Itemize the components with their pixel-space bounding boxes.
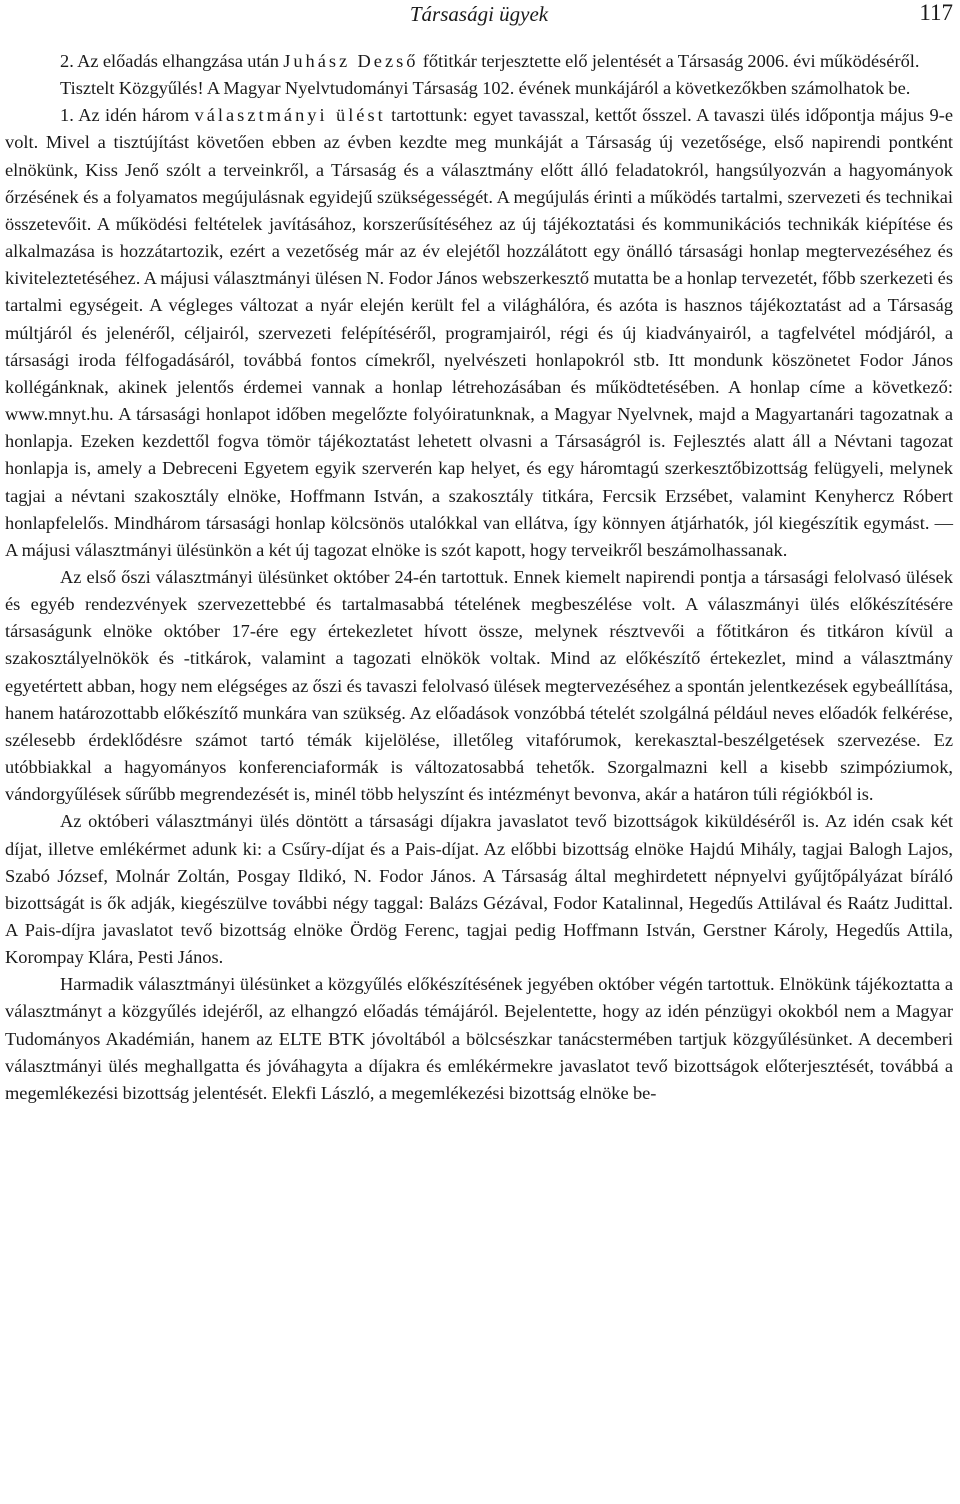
- paragraph-text-before: 2. Az előadás elhangzása után: [60, 51, 284, 71]
- body-text: [5, 48, 953, 1107]
- page-number: 117: [919, 0, 953, 25]
- page: [5, 0, 953, 1107]
- running-title: Társasági ügyek: [409, 2, 549, 26]
- spaced-term: választmányi ülést: [194, 105, 386, 126]
- spaced-name: Juhász Dezső: [283, 51, 419, 71]
- paragraph-greeting: Tisztelt Közgyűlés! A Magyar Nyelvtudományi Társaság 102. évének munkájáról a következőkben számolhatok be.: [60, 78, 911, 99]
- paragraph-autumn-meeting: Az első őszi választmányi ülésünket október 24-én tartottuk. Ennek kiemelt napirendi pontja a társasági felolvasó ülések és egyéb rendezvények szervezettebbé és tartalmasabbá tételének megbeszélése volt. A válaszmányi ülés előkészítésére társaságunk elnöke október 17-ére egy értekezletet hívott össze, melynek résztvevői a főtitkáron és titkáron kívül a szakosztályelnökök és -titkárok, valamint a tagozati elnökök voltak. Mind az előkészítő értekezlet, mind a választmány egyetértett abban, hogy nem elégséges az őszi és tavaszi felolvasó ülések megtervezéséhez a spontán jelentkezések egybeállítása, hanem határozottabb előkészítő munkára van szükség. Az előadások vonzóbbá tételét szolgálná például neves előadók felkérése, szélesebb érdeklődésre számot tartó témák kijelölése, illetőleg vitafórumok, kerekasztal-beszélgetések szervezése. Ez utóbbiakkal a hagyományos konferenciaformák is változatosabbá tehetők. Szorgalmazni kell a kisebb szimpóziumok, vándorgyűlések sűrűbb megrendezését is, minél több helyszínt és intézményt bevonva, akár a határon túli régiókból is.: [5, 566, 953, 805]
- paragraph-awards-committees: Az októberi választmányi ülés döntött a társasági díjakra javaslatot tevő bizottságok kiküldéséről is. Az idén csak két díjat, illetve emlékérmet adunk ki: a Csűry-díjat és a Pais-díjat. Az előbbi bizottság elnöke Hajdú Mihály, tagjai Balogh Lajos, Szabó József, Molnár Zoltán, Posgay Ildikó, N. Fodor János. A Társaság által meghirdetett népnyelvi gyűjtőpályázat bíráló bizottságát is ők adják, kiegészülve további négy taggal: Balázs Gézával, Fodor Katalinnal, Hegedűs Attilával és Raátz Judittal. A Pais-díjra javaslatot tevő bizottság elnöke Ördög Ferenc, tagjai pedig Hoffmann István, Gerstner Károly, Hegedűs Attila, Korompay Klára, Pesti János.: [5, 811, 953, 968]
- paragraph-text-after: tartottunk: egyet tavasszal, kettőt ősszel. A tavaszi ülés időpontja május 9-e volt. Mivel a tisztújítást követően ebben az évben kezdte meg munkáját a Társaság új vezetősége, első napirendi pontként elnökünk, Kiss Jenő szólt a terveinkről, a Társaság és a választmány előtt álló feladatokról, hangsúlyozván a hagyományok őrzésének és a folyamatos megújulásnak egyidejű szükségességét. A megújulás érinti a működés tartalmi, szervezeti és technikai összetevőit. A működési feltételek javításához, korszerűsítéséhez az új tájékoztatási és kommunikációs technikák kiépítése és alkalmazása is hozzátartozik, ezért a vezetőség már az év elejétől hozzálátott egy önálló társasági honlap megtervezéséhez és kiviteleztetéséhez. A májusi választmányi ülésen N. Fodor János webszerkesztő mutatta be a honlap tervezetét, főbb szerkezeti és tartalmi egységeit. A végleges változat a nyár elején került fel a világhálóra, és azóta is hasznos tájékoztatást ad a Társaság múltjáról és jelenéről, céljairól, szervezeti felépítéséről, programjairól, régi és új kiadványairól, a tagfelvétel módjáról, a társasági iroda félfogadásáról, továbbá fontos címekről, nyelvészeti honlapokról stb. Itt mondunk köszönetet Fodor János kollégánknak, akinek jelentős érdemei vannak a honlap létrehozásában és működtetésében. A honlap címe a következő: www.mnyt.hu. A társasági honlapot időben megelőzte folyóiratunknak, a Magyar Nyelvnek, majd a Magyartanári tagozatnak a honlapja. Ezeken kezdettől fogva tömör tájékoztatást lehetett olvasni a Társaságról is. Fejlesztés alatt áll a Névtani tagozat honlapja is, amely a Debreceni Egyetem egyik szerverén kap helyet, és egy háromtagú szerkesztőbizottság felügyeli, melynek tagjai a névtani szakosztály elnöke, Hoffmann István, a szakosztály titkára, Fercsik Erzsébet, valamint Kenyhercz Róbert honlapfelelős. Mindhárom társasági honlap kölcsönös utalókkal van ellátva, így könnyen átjárhatók, jól kiegészítik egymást. — A májusi választmányi ülésünkön a két új tagozat elnöke is szót kapott, hogy terveikről beszámolhassanak.: [5, 105, 953, 560]
- paragraph-text-before: 1. Az idén három: [60, 105, 195, 126]
- paragraph-text-after: főtitkár terjesztette elő jelentését a Társaság 2006. évi működéséről.: [418, 51, 920, 71]
- paragraph-third-meeting: Harmadik választmányi ülésünket a közgyűlés előkészítésének jegyében október végén tartottuk. Elnökünk tájékoztatta a választmányt a közgyűlés idejéről, az elhangzó előadás témájáról. Bejelentette, hogy az idén pénzügyi okokból nem a Magyar Tudományos Akadémián, hanem az ELTE BTK jóvoltából a bölcsészkar tanácstermében tartjuk közgyűlésünket. A decemberi választmányi ülés meghallgatta és jóváhagyta a díjakra és emlékérmekre javaslatot tevő bizottságok előterjesztését, továbbá a megemlékezési bizottság jelentését. Elekfi László, a megemlékezési bizottság elnöke be-: [5, 974, 953, 1103]
- running-header: [5, 0, 953, 48]
- paragraph-report-intro: [5, 48, 953, 75]
- paragraph-board-meetings: [5, 102, 953, 564]
